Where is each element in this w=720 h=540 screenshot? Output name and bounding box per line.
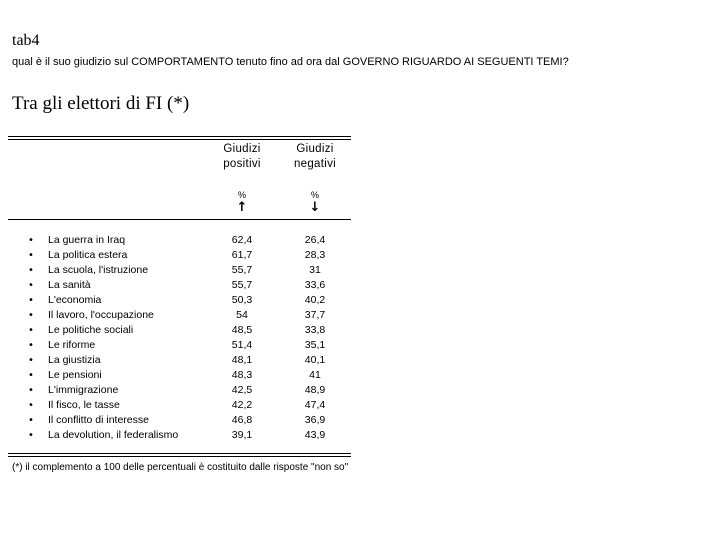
- bullet-icon: •: [28, 430, 34, 441]
- row-topic: Le pensioni: [48, 369, 102, 381]
- bullet-icon: •: [28, 400, 34, 411]
- value-negativi: 31: [309, 264, 321, 276]
- value-positivi: 48,5: [231, 324, 253, 336]
- value-negativi: 40,1: [304, 354, 326, 366]
- value-negativi: 33,8: [304, 324, 326, 336]
- bullet-icon: •: [28, 235, 34, 246]
- bullet-icon: •: [28, 250, 34, 261]
- row-topic: L'economia: [48, 294, 102, 306]
- value-negativi: 43,9: [304, 429, 326, 441]
- value-negativi: 37,7: [304, 309, 326, 321]
- value-negativi: 28,3: [304, 249, 326, 261]
- row-topic: Le riforme: [48, 339, 96, 351]
- unit-percent-negativi: %: [310, 190, 319, 200]
- value-negativi: 36,9: [304, 414, 326, 426]
- row-topic: Il fisco, le tasse: [48, 399, 120, 411]
- column-header-negativi: [280, 142, 350, 172]
- table-top-rule-double: [8, 139, 351, 140]
- row-topic: L'immigrazione: [48, 384, 119, 396]
- value-positivi: 55,7: [231, 264, 253, 276]
- column-header-line2: negativi: [293, 158, 337, 170]
- value-positivi: 54: [236, 309, 248, 321]
- table-bottom-rule: [8, 453, 351, 454]
- value-negativi: 41: [309, 369, 321, 381]
- column-header-line2: positivi: [223, 158, 261, 170]
- row-topic: Il conflitto di interesse: [48, 414, 149, 426]
- unit-percent-positivi: %: [237, 190, 246, 200]
- table-bottom-rule-double: [8, 456, 351, 457]
- value-positivi: 39,1: [231, 429, 253, 441]
- row-topic: La guerra in Iraq: [48, 234, 126, 246]
- value-positivi: 42,5: [231, 384, 253, 396]
- value-negativi: 47,4: [304, 399, 326, 411]
- row-topic: Il lavoro, l'occupazione: [48, 309, 154, 321]
- value-negativi: 26,4: [304, 234, 326, 246]
- arrow-up-icon: ↑: [236, 200, 248, 215]
- row-topic: La devolution, il federalismo: [48, 429, 179, 441]
- footnote: (*) il complemento a 100 delle percentuali è costituito dalle risposte "non so": [12, 462, 349, 473]
- row-topic: La politica estera: [48, 249, 128, 261]
- bullet-icon: •: [28, 340, 34, 351]
- value-negativi: 48,9: [304, 384, 326, 396]
- value-positivi: 51,4: [231, 339, 253, 351]
- value-positivi: 48,1: [231, 354, 253, 366]
- bullet-icon: •: [28, 310, 34, 321]
- value-negativi: 33,6: [304, 279, 326, 291]
- bullet-icon: •: [28, 385, 34, 396]
- column-header-positivi: [207, 142, 277, 172]
- arrow-down-icon: ↓: [309, 200, 321, 215]
- bullet-icon: •: [28, 265, 34, 276]
- row-topic: La giustizia: [48, 354, 101, 366]
- value-positivi: 48,3: [231, 369, 253, 381]
- value-positivi: 46,8: [231, 414, 253, 426]
- value-negativi: 35,1: [304, 339, 326, 351]
- table-top-rule: [8, 136, 351, 137]
- value-negativi: 40,2: [304, 294, 326, 306]
- value-positivi: 61,7: [231, 249, 253, 261]
- question-text: qual è il suo giudizio sul COMPORTAMENTO tenuto fino ad ora dal GOVERNO RIGUARDO AI SEGUENTI TEMI?: [12, 56, 569, 68]
- bullet-icon: •: [28, 295, 34, 306]
- table-header-rule: [8, 219, 351, 220]
- bullet-icon: •: [28, 355, 34, 366]
- bullet-icon: •: [28, 280, 34, 291]
- table-subtitle: Tra gli elettori di FI (*): [12, 93, 190, 114]
- row-topic: La sanità: [48, 279, 91, 291]
- value-positivi: 62,4: [231, 234, 253, 246]
- row-topic: Le politiche sociali: [48, 324, 134, 336]
- slide-label: tab4: [12, 32, 40, 49]
- value-positivi: 55,7: [231, 279, 253, 291]
- value-positivi: 42,2: [231, 399, 253, 411]
- value-positivi: 50,3: [231, 294, 253, 306]
- row-topic: La scuola, l'istruzione: [48, 264, 149, 276]
- column-header-line1: Giudizi: [223, 143, 261, 155]
- bullet-icon: •: [28, 415, 34, 426]
- column-header-line1: Giudizi: [296, 143, 334, 155]
- bullet-icon: •: [28, 370, 34, 381]
- bullet-icon: •: [28, 325, 34, 336]
